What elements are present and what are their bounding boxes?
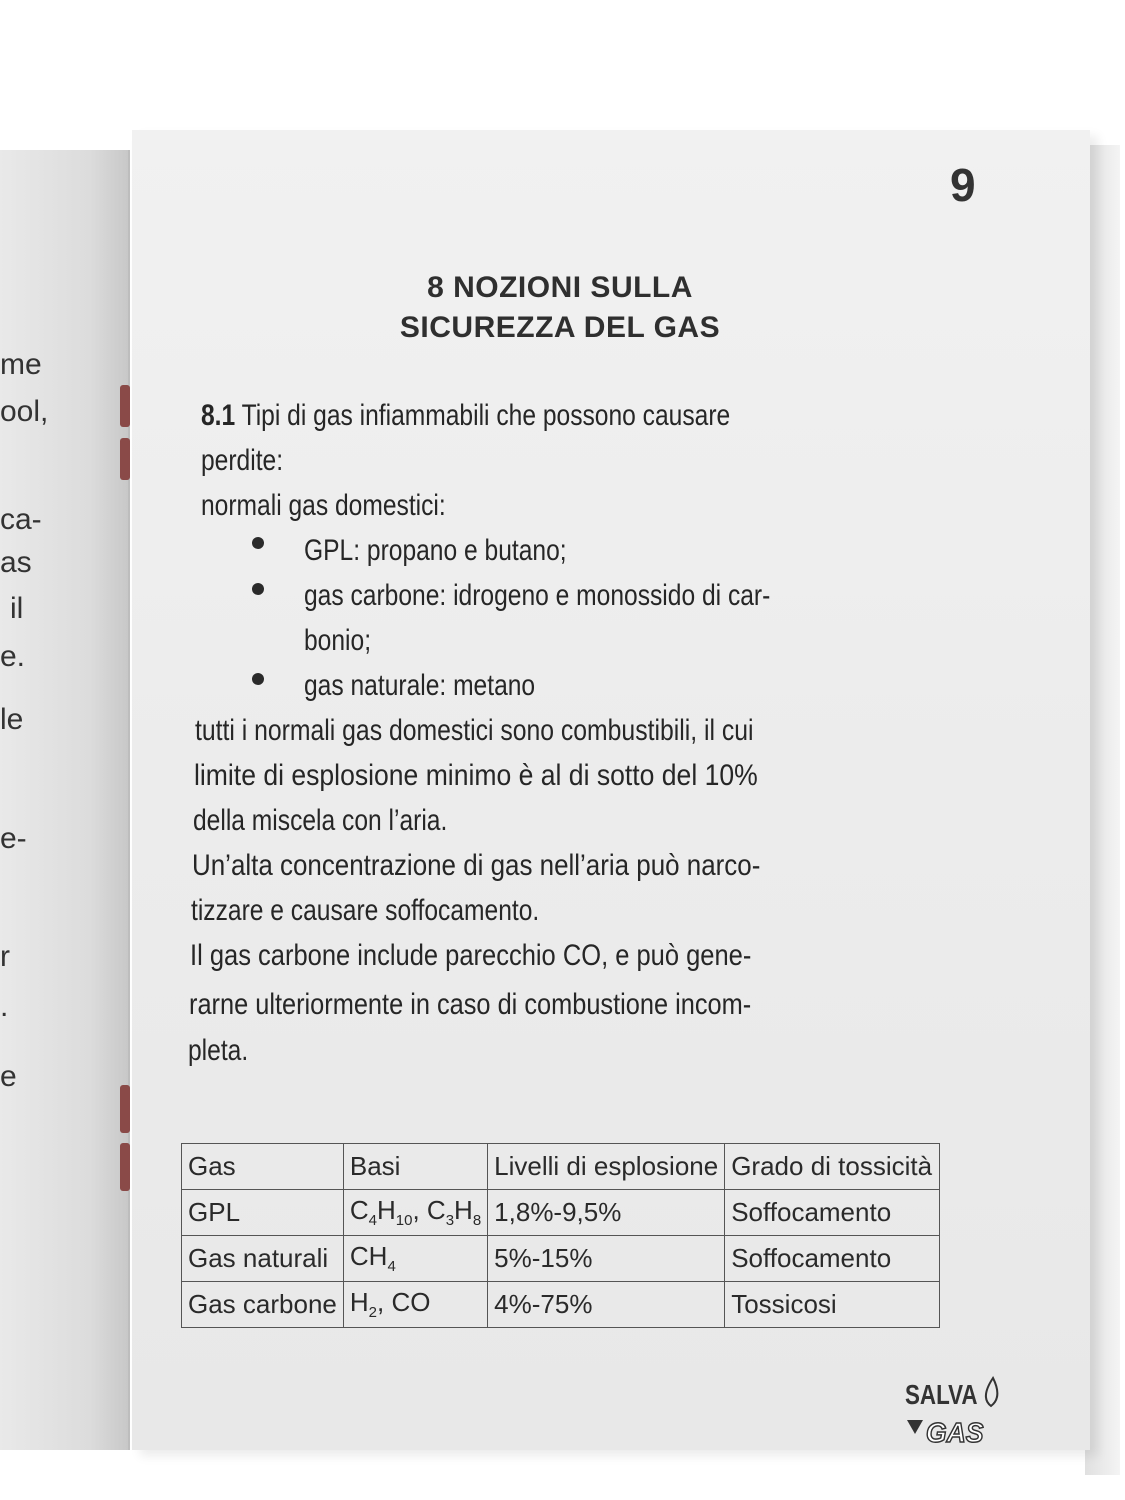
table-row — [182, 1236, 940, 1282]
table-cell-livelli: 4%-75% — [488, 1282, 725, 1328]
list-item: gas carbone: idrogeno e monossido di car- — [304, 579, 771, 612]
table-cell-basi: $CH_4$ — [343, 1236, 487, 1282]
left-text-fragment: e- — [0, 822, 27, 855]
table-header-cell: Basi — [343, 1144, 487, 1190]
triangle-icon — [907, 1420, 923, 1434]
page-edge — [1085, 145, 1120, 1475]
table-cell-livelli: 5%-15% — [488, 1236, 725, 1282]
page-number: 9 — [950, 159, 976, 211]
paragraph-line: tizzare e causare soffocamento. — [191, 894, 540, 927]
table-header-cell: Gas — [182, 1144, 344, 1190]
table-cell-gas: GPL — [182, 1190, 344, 1236]
title-line: 8 NOZIONI SULLA — [427, 271, 693, 304]
left-text-fragment: . — [0, 990, 9, 1023]
left-text-fragment: ca- — [0, 503, 42, 536]
paragraph-line: Il gas carbone include parecchio CO, e può gene- — [190, 939, 752, 972]
table-header-cell: Grado di tossicità — [725, 1144, 940, 1190]
subsection-heading — [201, 393, 730, 438]
paragraph-line: tutti i normali gas domestici sono combustibili, il cui — [195, 714, 754, 747]
table-cell-grado: Soffocamento — [725, 1236, 940, 1282]
list-item-cont: bonio; — [304, 624, 372, 657]
table-row — [182, 1190, 940, 1236]
table-cell-basi: $C_4H_{10}$, $C_3H_8$ — [343, 1190, 487, 1236]
left-text-fragment: ool, — [0, 395, 49, 428]
flame-icon — [986, 1378, 997, 1406]
paragraph-line: limite di esplosione minimo è al di sotto del 10% — [194, 759, 758, 792]
paragraph-line: della miscela con l’aria. — [193, 804, 448, 837]
logo-line1: SALVA — [905, 1379, 978, 1411]
salvagas-logo — [905, 1370, 1020, 1450]
gas-table — [181, 1143, 940, 1328]
table-header-cell: Livelli di esplosione — [488, 1144, 725, 1190]
table-row — [182, 1282, 940, 1328]
title-line: SICUREZZA DEL GAS — [399, 311, 721, 344]
table-cell-basi: $H_2$, CO — [343, 1282, 487, 1328]
list-item: gas naturale: metano — [304, 669, 536, 702]
left-page-fragment — [0, 150, 130, 1450]
list-intro: normali gas domestici: — [201, 489, 446, 522]
left-text-fragment: e. — [0, 640, 26, 673]
left-text-fragment: le — [0, 703, 24, 736]
paragraph-line: Un’alta concentrazione di gas nell’aria può narco- — [192, 849, 761, 882]
table-cell-gas: Gas carbone — [182, 1282, 344, 1328]
table-cell-grado: Tossicosi — [725, 1282, 940, 1328]
left-text-fragment: as — [0, 546, 32, 579]
binding-stitch — [120, 1085, 130, 1133]
subsection-heading-cont: perdite: — [201, 444, 284, 477]
table-cell-grado: Soffocamento — [725, 1190, 940, 1236]
subsection-heading-text: Tipi di gas infiammabili che possono causare — [241, 399, 731, 432]
binding-stitch — [120, 438, 130, 480]
table-cell-gas: Gas naturali — [182, 1236, 344, 1282]
binding-stitch — [120, 1143, 130, 1191]
logo-line2: GAS — [925, 1416, 984, 1449]
section-title — [300, 268, 820, 348]
left-text-fragment: e — [0, 1060, 17, 1093]
left-text-fragment: il — [10, 592, 24, 625]
bullet-icon — [252, 583, 264, 595]
paragraph-line: rarne ulteriormente in caso di combustione incom- — [189, 988, 752, 1021]
table-header-row — [182, 1144, 940, 1190]
left-text-fragment: me — [0, 348, 42, 381]
binding-stitch — [120, 385, 130, 427]
left-text-fragment: r — [0, 940, 10, 973]
paragraph-line: pleta. — [188, 1034, 249, 1067]
list-item: GPL: propano e butano; — [304, 534, 567, 567]
table-cell-livelli: 1,8%-9,5% — [488, 1190, 725, 1236]
bullet-icon — [252, 673, 264, 685]
subsection-number: 8.1 — [201, 399, 236, 432]
bullet-icon — [252, 537, 264, 549]
